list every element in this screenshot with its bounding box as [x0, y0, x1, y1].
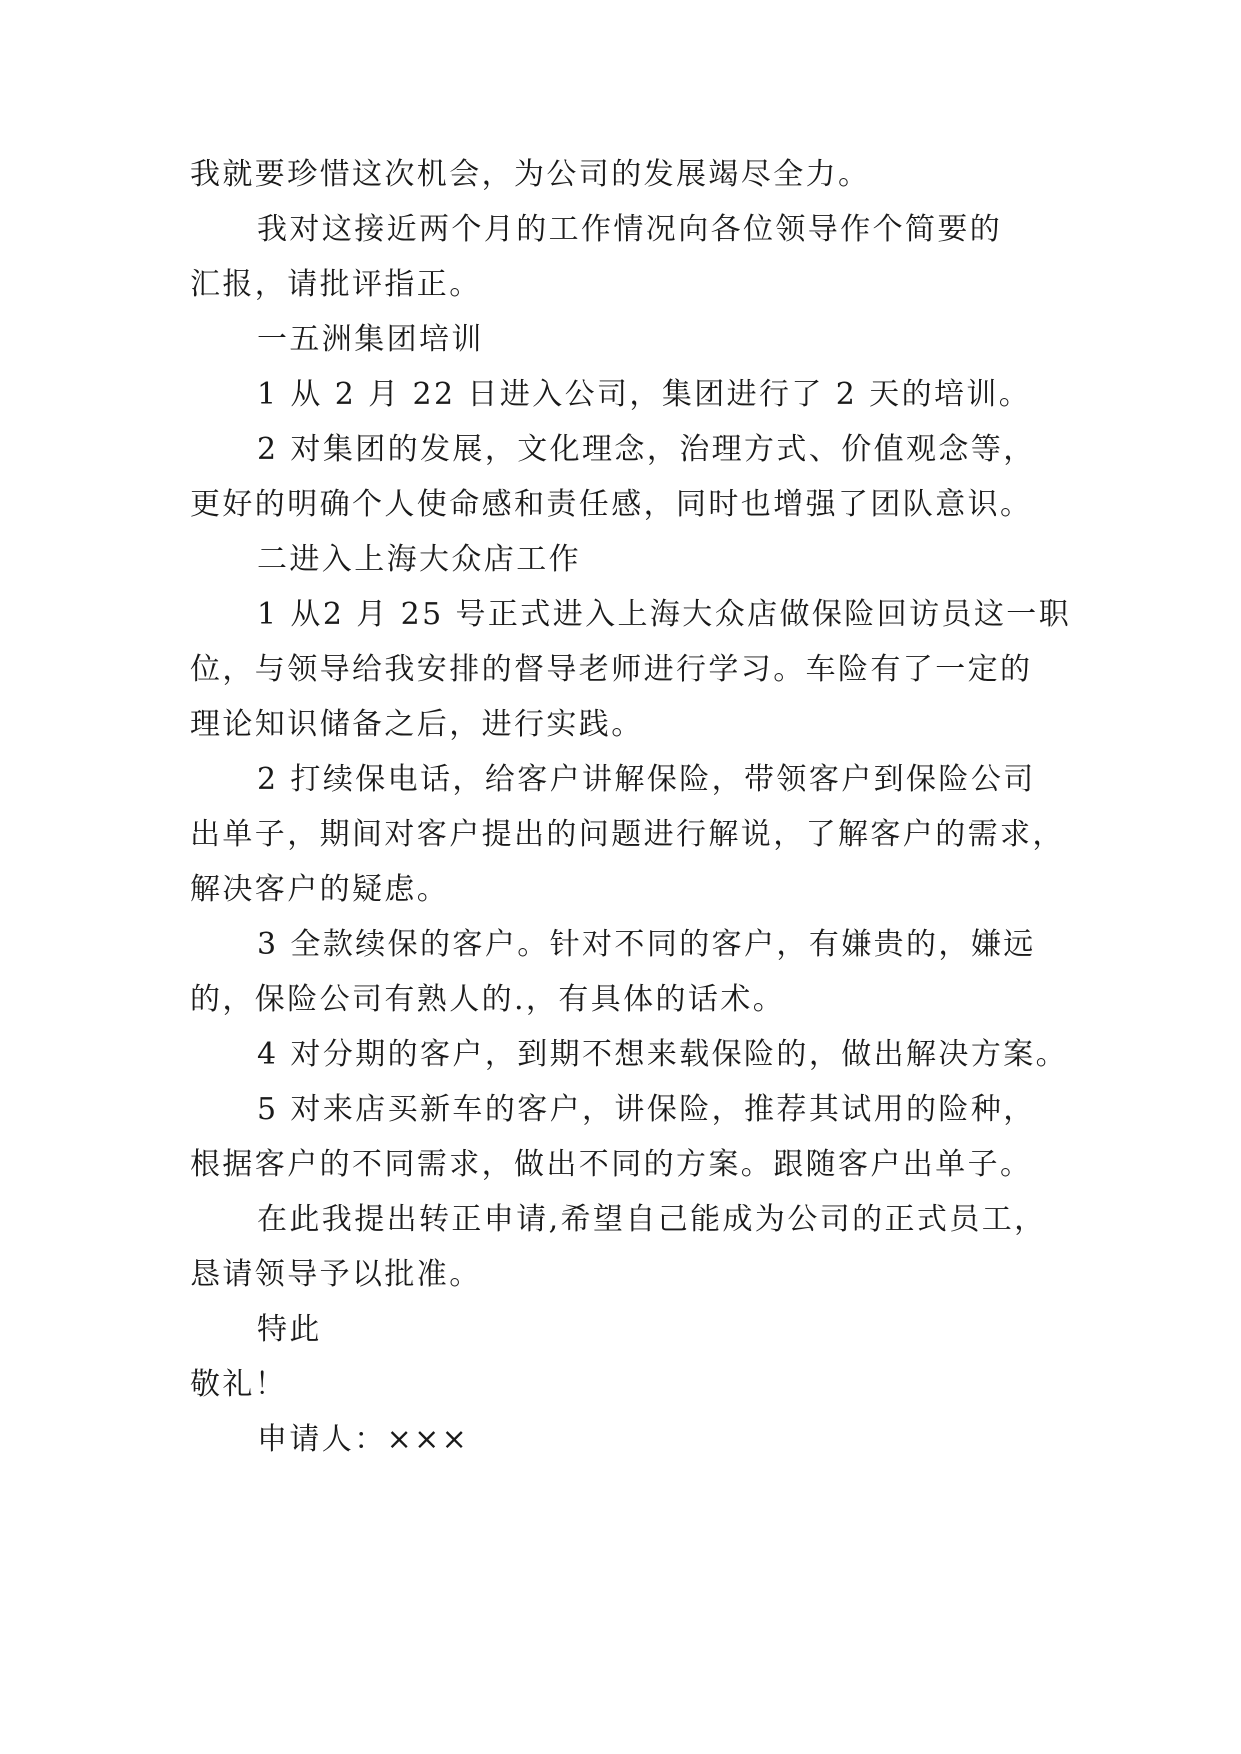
paragraph-line: 我对这接近两个月的工作情况向各位领导作个简要的 [257, 212, 1003, 247]
salutation: 敬礼！ [190, 1367, 288, 1402]
paragraph-line: 1 从 2 月 22 日进入公司，集团进行了 2 天的培训。 [257, 377, 1032, 412]
paragraph-line: 2 打续保电话，给客户讲解保险，带领客户到保险公司 [257, 762, 1036, 797]
paragraph-line: 2 对集团的发展，文化理念，治理方式、价值观念等， [257, 432, 1036, 467]
paragraph-line: 1 从2 月 25 号正式进入上海大众店做保险回访员这一职 [257, 597, 1072, 632]
paragraph-line: 汇报，请批评指正。 [190, 267, 482, 302]
section-heading: 二进入上海大众店工作 [257, 542, 581, 577]
paragraph-line: 的，保险公司有熟人的.，有具体的话术。 [190, 982, 786, 1017]
paragraph-line: 恳请领导予以批准。 [190, 1257, 482, 1292]
paragraph-line: 根据客户的不同需求，做出不同的方案。跟随客户出单子。 [190, 1147, 1033, 1182]
paragraph-line: 位，与领导给我安排的督导老师进行学习。车险有了一定的 [190, 652, 1033, 687]
section-heading: 一五洲集团培训 [257, 322, 484, 357]
paragraph-line: 更好的明确个人使命感和责任感，同时也增强了团队意识。 [190, 487, 1033, 522]
paragraph-line: 在此我提出转正申请,希望自己能成为公司的正式员工， [257, 1202, 1047, 1237]
paragraph-line: 我就要珍惜这次机会，为公司的发展竭尽全力。 [190, 157, 871, 192]
paragraph-line: 4 对分期的客户，到期不想来载保险的，做出解决方案。 [257, 1037, 1069, 1072]
paragraph-line: 出单子，期间对客户提出的问题进行解说，了解客户的需求， [190, 817, 1065, 852]
applicant-signature: 申请人：××× [257, 1422, 470, 1457]
paragraph-line: 5 对来店买新车的客户，讲保险，推荐其试用的险种， [257, 1092, 1036, 1127]
paragraph-line: 解决客户的疑虑。 [190, 872, 450, 907]
closing-phrase: 特此 [257, 1312, 322, 1347]
paragraph-line: 理论知识储备之后，进行实践。 [190, 707, 644, 742]
paragraph-line: 3 全款续保的客户。针对不同的客户，有嫌贵的，嫌远 [257, 927, 1036, 962]
